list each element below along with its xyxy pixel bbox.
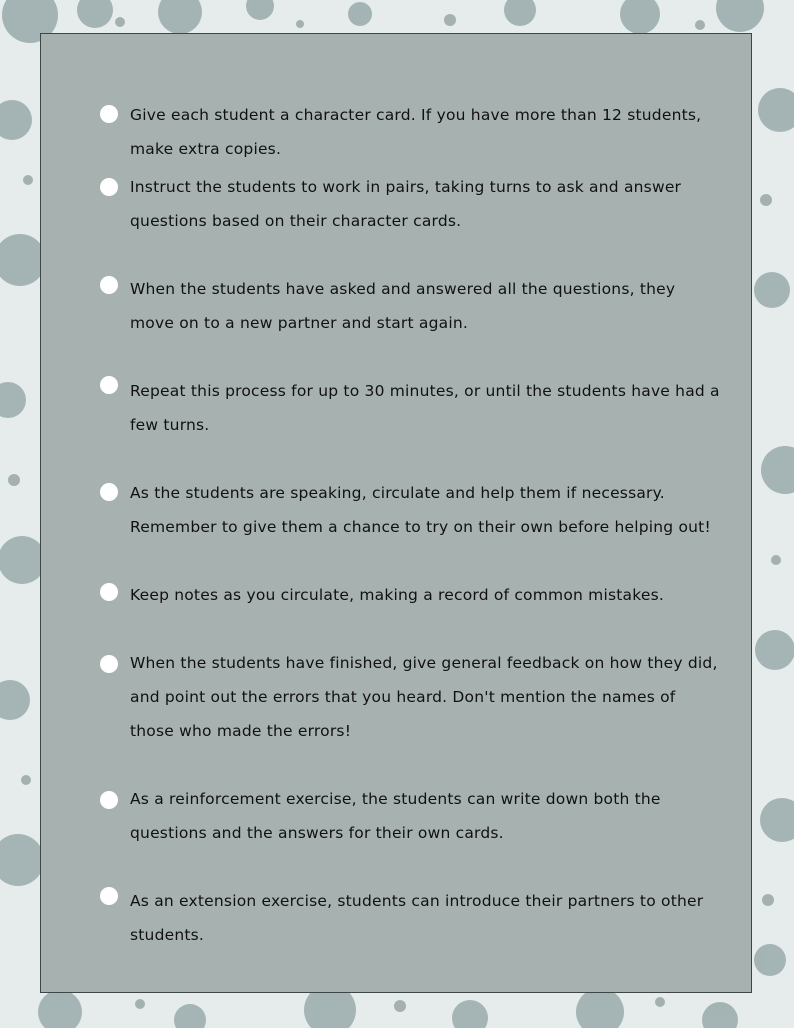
bullet-icon bbox=[100, 376, 118, 394]
list-item-text: Instruct the students to work in pairs, taking turns to ask and answer questions based on their character cards. bbox=[130, 178, 682, 230]
list-item-text: As a reinforcement exercise, the students can write down both the questions and the answers for their own cards. bbox=[130, 790, 661, 842]
bullet-icon bbox=[100, 483, 118, 501]
bullet-icon bbox=[100, 583, 118, 601]
list-item-text: When the students have asked and answered all the questions, they move on to a new partner and start again. bbox=[130, 280, 676, 332]
bullet-icon bbox=[100, 655, 118, 673]
bullet-icon bbox=[100, 887, 118, 905]
list-item-text: Keep notes as you circulate, making a record of common mistakes. bbox=[130, 586, 664, 604]
bullet-icon bbox=[100, 105, 118, 123]
instructions-panel bbox=[40, 33, 752, 993]
list-item-text: When the students have finished, give general feedback on how they did, and point out the errors that you heard. Don't mention the names of those who made the errors! bbox=[130, 654, 718, 740]
bullet-icon bbox=[100, 276, 118, 294]
bullet-icon bbox=[100, 791, 118, 809]
list-item-text: As the students are speaking, circulate and help them if necessary. Remember to give them a chance to try on their own before helping out! bbox=[130, 484, 711, 536]
list-item-text: Repeat this process for up to 30 minutes, or until the students have had a few turns. bbox=[130, 382, 720, 434]
list-item-text: As an extension exercise, students can introduce their partners to other students. bbox=[130, 892, 704, 944]
bullet-icon bbox=[100, 178, 118, 196]
list-item-text: Give each student a character card. If you have more than 12 students, make extra copies. bbox=[130, 106, 702, 158]
